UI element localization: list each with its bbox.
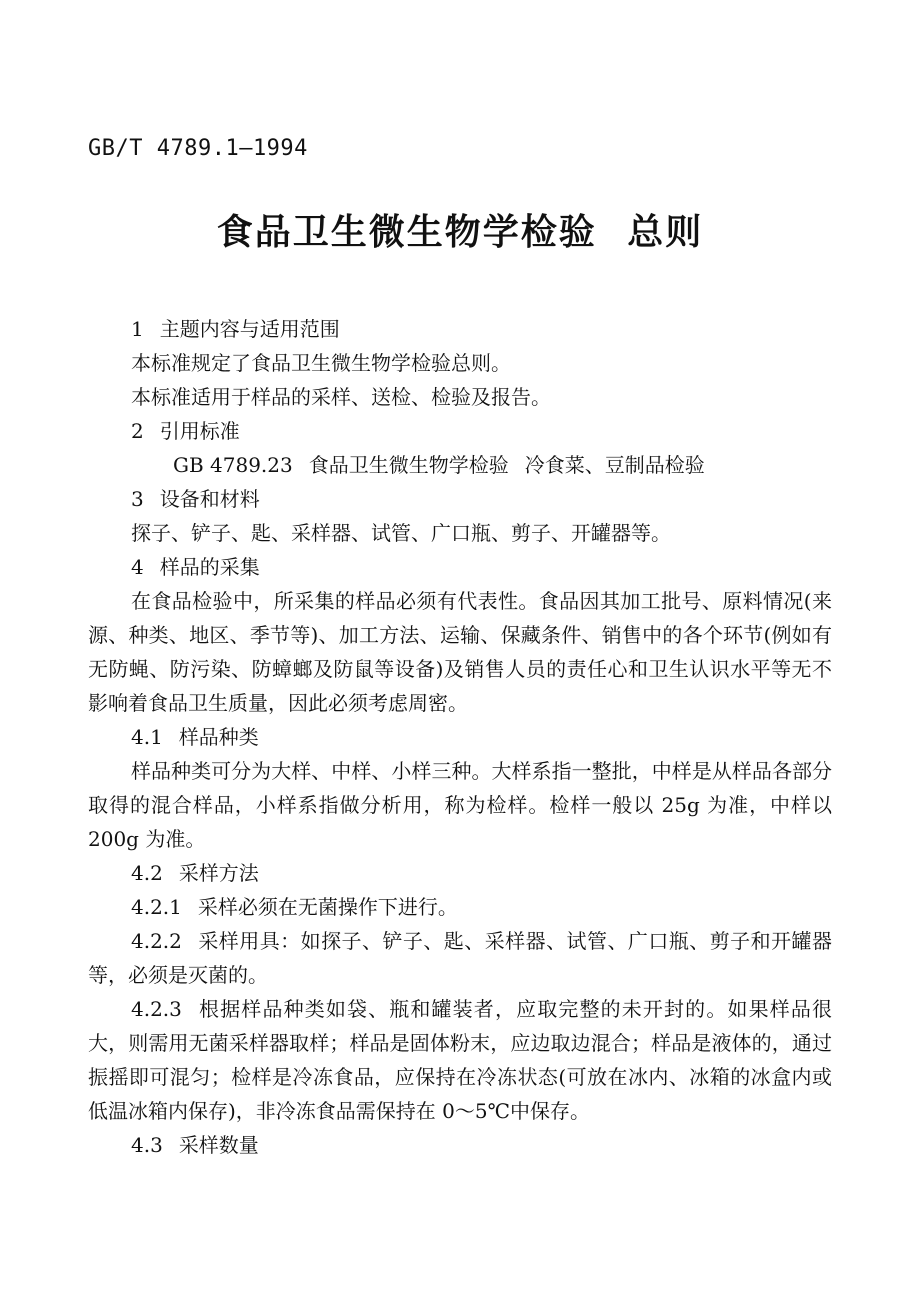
- section-heading-3: 3 设备和材料: [131, 487, 260, 511]
- clause-4-2-2: 4.2.2 采样用具：如探子、铲子、匙、采样器、试管、广口瓶、剪子和开罐器等，必须是灭菌的。: [88, 929, 832, 987]
- section-heading-4-1: 4.1 样品种类: [131, 725, 259, 749]
- section-heading-4: 4 样品的采集: [131, 555, 260, 579]
- paragraph: 本标准规定了食品卫生微生物学检验总则。: [131, 351, 511, 375]
- document-title: [0, 204, 920, 255]
- title-main: 食品卫生微生物学检验: [216, 212, 597, 253]
- document-body: [88, 312, 832, 1162]
- section-heading-4-2: 4.2 采样方法: [131, 861, 259, 885]
- title-sub: 总则: [627, 212, 704, 253]
- clause-4-2-1: 4.2.1 采样必须在无菌操作下进行。: [131, 895, 458, 919]
- paragraph: 本标准适用于样品的采样、送检、检验及报告。: [131, 385, 551, 409]
- section-heading-2: 2 引用标准: [131, 419, 240, 443]
- standard-code: GB/T 4789.1—1994: [88, 136, 308, 161]
- paragraph: 在食品检验中，所采集的样品必须有代表性。食品因其加工批号、原料情况(来源、种类、地区、季节等)、加工方法、运输、保藏条件、销售中的各个环节(例如有无防蝇、防污染、防蟑螂及防鼠等设备)及销售人员的责任心和卫生认识水平等无不影响着食品卫生质量，因此必须考虑周密。: [88, 589, 832, 715]
- paragraph: 样品种类可分为大样、中样、小样三种。大样系指一整批，中样是从样品各部分取得的混合样品，小样系指做分析用，称为检样。检样一般以 25g 为准，中样以 200g 为准。: [88, 759, 832, 851]
- reference-standard: GB 4789.23 食品卫生微生物学检验 冷食菜、豆制品检验: [173, 453, 705, 477]
- section-heading-1: 1 主题内容与适用范围: [131, 317, 340, 341]
- section-heading-4-3: 4.3 采样数量: [131, 1133, 259, 1157]
- paragraph: 探子、铲子、匙、采样器、试管、广口瓶、剪子、开罐器等。: [131, 521, 671, 545]
- clause-4-2-3: 4.2.3 根据样品种类如袋、瓶和罐装者，应取完整的未开封的。如果样品很大，则需用无菌采样器取样；样品是固体粉末，应边取边混合；样品是液体的，通过振摇即可混匀；检样是冷冻食品，应保持在冷冻状态(可放在冰内、冰箱的冰盒内或低温冰箱内保存)，非冷冻食品需保持在 0～5℃中保存。: [88, 997, 832, 1123]
